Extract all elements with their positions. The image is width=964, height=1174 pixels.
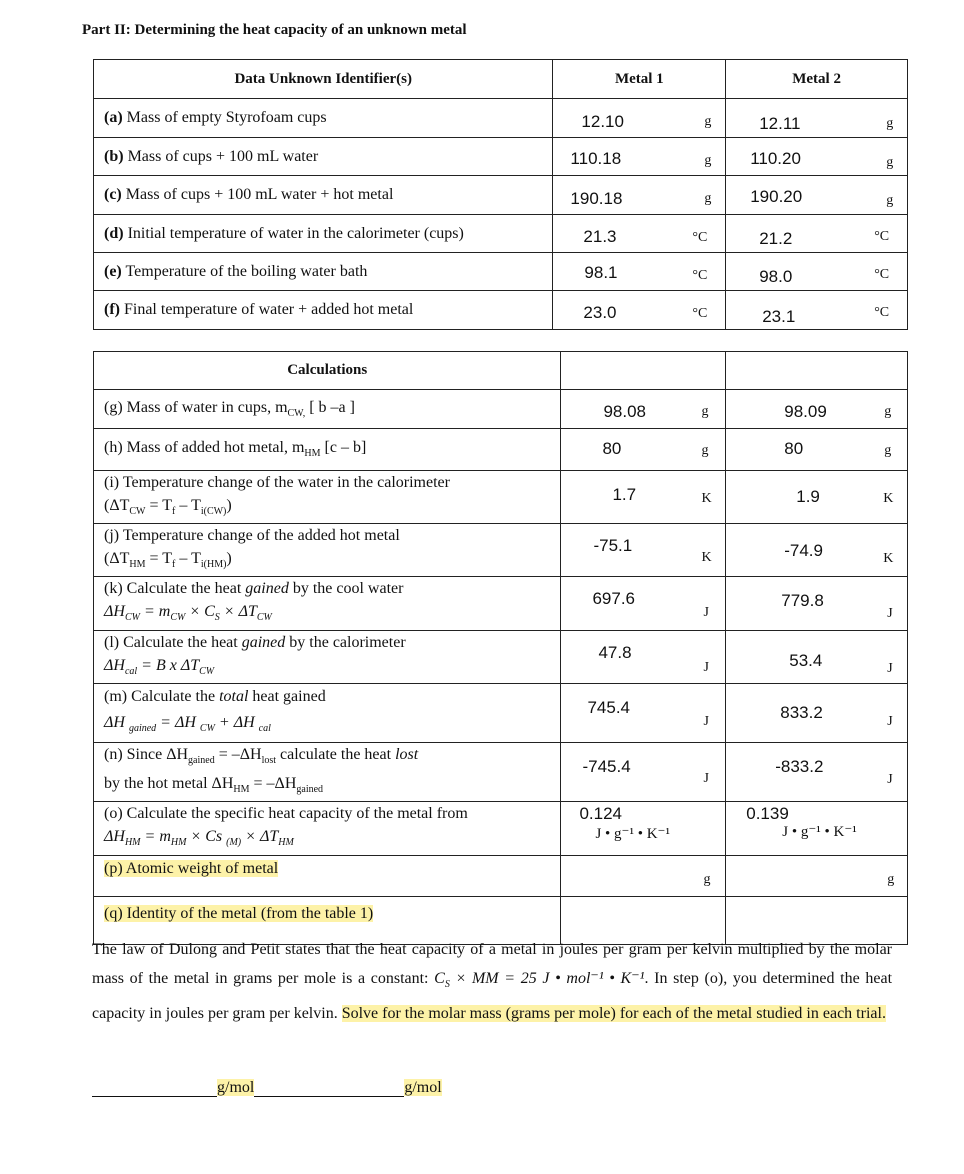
row-k-metal1: 697.6 J — [561, 577, 726, 630]
row-h-metal1: 80 g — [561, 429, 726, 471]
row-m-label: (m) Calculate the total heat gained ΔH $_{gained}$ = ΔH $_{CW}$ + ΔH $_{cal}$ — [94, 683, 561, 742]
row-o-metal2: 0.139 J • g⁻¹ • K⁻¹ — [726, 802, 908, 855]
data-row-metal2: 21.2 °C — [726, 215, 908, 253]
data-row-metal2: 98.0 °C — [726, 253, 908, 291]
calculations-header: Calculations — [94, 352, 561, 390]
data-row-metal1: 110.18 g — [553, 138, 726, 176]
data-row-metal2: 190.20 g — [726, 176, 908, 215]
row-n-metal1: -745.4 J — [561, 742, 726, 801]
row-k-metal2: 779.8 J — [726, 577, 908, 630]
row-o-label: (o) Calculate the specific heat capacity of the metal from $\Delta H_{HM} = m_{HM} \times Cs$ $_{(M)} \times \Delta T_{HM}$ — [94, 802, 561, 855]
data-row — [94, 138, 908, 176]
row-j — [94, 524, 908, 577]
row-n — [94, 742, 908, 801]
data-table — [93, 59, 908, 330]
row-g-metal2: 98.09 g — [726, 390, 908, 429]
header-label: Data Unknown Identifier(s) — [94, 60, 553, 99]
row-j-metal1: -75.1 K — [561, 524, 726, 577]
row-i-metal1: 1.7 K — [561, 471, 726, 524]
data-row-metal1: 12.10 g — [553, 99, 726, 138]
row-k-label: (k) Calculate the heat gained by the cool water $\Delta H_{CW} = m_{CW} \times C_S \times \Delta T_{CW}$ — [94, 577, 561, 630]
row-p-metal1[interactable]: g — [561, 855, 726, 896]
header-metal1: Metal 1 — [553, 60, 726, 99]
row-o — [94, 802, 908, 855]
row-g — [94, 390, 908, 429]
row-h-metal2: 80 g — [726, 429, 908, 471]
calculations-table — [93, 351, 908, 945]
row-l-label: (l) Calculate the heat gained by the calorimeter $\Delta H_{cal} = B$ x $\Delta T_{CW}$ — [94, 630, 561, 683]
data-row-metal2: 110.20 g — [726, 138, 908, 176]
answer-blank-2[interactable] — [254, 1080, 404, 1097]
row-m-metal2: 833.2 J — [726, 683, 908, 742]
data-row — [94, 99, 908, 138]
highlighted-instruction: Solve for the molar mass (grams per mole) for each of the metal studied in each trial. — [341, 1005, 886, 1023]
row-n-label: (n) Since $\Delta H_{gained} = -\Delta H_{lost}$ calculate the heat lost by the hot metal $\Delta H_{HM} = -\Delta H_{gained}$ — [94, 742, 561, 801]
row-p — [94, 855, 908, 896]
data-row — [94, 176, 908, 215]
data-table-header — [94, 60, 908, 99]
row-j-metal2: -74.9 K — [726, 524, 908, 577]
row-l-metal1: 47.8 J — [561, 630, 726, 683]
row-h — [94, 429, 908, 471]
data-row-metal2: 12.11 g — [726, 99, 908, 138]
row-n-metal2: -833.2 J — [726, 742, 908, 801]
data-row-label: (d) Initial temperature of water in the calorimeter (cups) — [94, 215, 553, 253]
row-g-metal1: 98.08 g — [561, 390, 726, 429]
header-metal2: Metal 2 — [726, 60, 908, 99]
data-row-metal1: 190.18 g — [553, 176, 726, 215]
row-l — [94, 630, 908, 683]
unit-label-1: g/mol — [217, 1079, 255, 1096]
data-row-label: (f) Final temperature of water + added hot metal — [94, 291, 553, 330]
data-row — [94, 291, 908, 330]
row-g-label: (g) Mass of water in cups, $m_{CW,}$ [ b –a ] — [94, 390, 561, 429]
row-i-label: (i) Temperature change of the water in the calorimeter $(\Delta T_{CW} = T_f - T_{i(CW)})$ — [94, 471, 561, 524]
row-j-label: (j) Temperature change of the added hot metal $(\Delta T_{HM} = T_f - T_{i(HM)})$ — [94, 524, 561, 577]
row-o-metal1: 0.124 J • g⁻¹ • K⁻¹ — [561, 802, 726, 855]
data-row — [94, 215, 908, 253]
row-m-metal1: 745.4 J — [561, 683, 726, 742]
data-row-label: (c) Mass of cups + 100 mL water + hot metal — [94, 176, 553, 215]
row-p-metal2[interactable]: g — [726, 855, 908, 896]
row-i — [94, 471, 908, 524]
row-i-metal2: 1.9 K — [726, 471, 908, 524]
data-row-label: (a) Mass of empty Styrofoam cups — [94, 99, 553, 138]
calculations-header-row — [94, 352, 908, 390]
row-m — [94, 683, 908, 742]
data-row-label: (e) Temperature of the boiling water bath — [94, 253, 553, 291]
answer-blanks — [92, 1079, 442, 1097]
data-row-label: (b) Mass of cups + 100 mL water — [94, 138, 553, 176]
data-row-metal1: 23.0 °C — [553, 291, 726, 330]
row-l-metal2: 53.4 J — [726, 630, 908, 683]
data-row — [94, 253, 908, 291]
data-row-metal1: 98.1 °C — [553, 253, 726, 291]
page-title: Part II: Determining the heat capacity of an unknown metal — [82, 22, 467, 38]
row-p-label: (p) Atomic weight of metal — [94, 855, 561, 896]
row-q-label: (q) Identity of the metal (from the table 1) — [94, 896, 561, 944]
answer-blank-1[interactable] — [92, 1080, 217, 1097]
data-row-metal1: 21.3 °C — [553, 215, 726, 253]
row-h-label: (h) Mass of added hot metal, $m_{HM}$ [c – b] — [94, 429, 561, 471]
data-row-metal2: 23.1 °C — [726, 291, 908, 330]
row-k — [94, 577, 908, 630]
unit-label-2: g/mol — [404, 1079, 442, 1096]
dulong-petit-paragraph: The law of Dulong and Petit states that the heat capacity of a metal in joules per gram per kelvin multiplied by the molar mass of the metal in grams per mole is a constant: $C_S$ × MM = 25 J • mol⁻¹ • K⁻¹. In step (o), you determined the heat capacity in joules per gram per kelvin. Solve for the molar mass (grams per mole) for each of the metal studied in each trial. — [92, 941, 893, 1023]
